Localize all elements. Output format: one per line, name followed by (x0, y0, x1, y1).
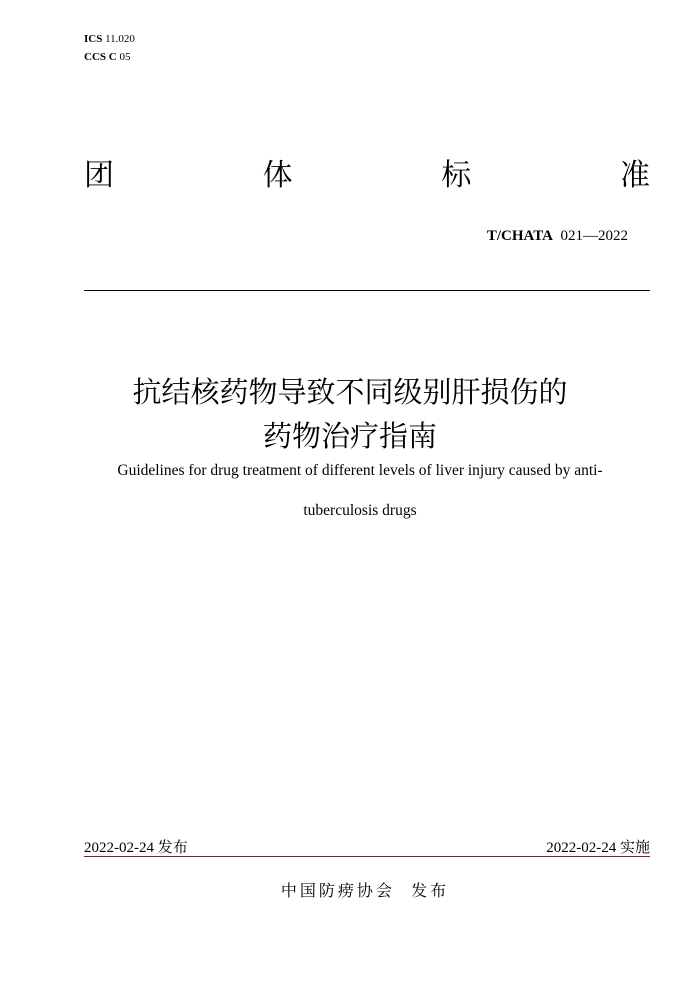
footer-divider (84, 856, 650, 857)
ccs-value: 05 (119, 51, 131, 63)
standard-number (487, 228, 628, 245)
ics-code (84, 30, 135, 48)
title-en-line1: Guidelines for drug treatment of different levels of liver injury caused by anti- (117, 462, 603, 479)
standard-number-value: 021—2022 (560, 228, 628, 244)
header-divider (84, 290, 650, 291)
standard-type-char: 准 (619, 158, 650, 193)
issuer-org: 中国防痨协会 (280, 881, 395, 900)
classification-codes (84, 30, 135, 66)
implement-label: 实施 (619, 838, 650, 856)
ics-label: ICS (84, 33, 103, 45)
publish-label: 发布 (157, 838, 188, 856)
publish-date-value: 2022-02-24 (84, 840, 154, 856)
title-zh-line1: 抗结核药物导致不同级别肝损伤的 (132, 375, 568, 409)
issuer-action: 发布 (411, 881, 450, 900)
implement-date-value: 2022-02-24 (546, 840, 617, 856)
standard-type-heading (84, 150, 650, 194)
publish-date (84, 836, 188, 857)
standard-type-char: 标 (441, 158, 472, 193)
ics-value: 11.020 (105, 33, 135, 45)
issuer (0, 878, 700, 901)
standard-type-char: 团 (84, 158, 114, 193)
standard-number-prefix: T/CHATA (486, 228, 553, 244)
title-en-line2: tuberculosis drugs (303, 502, 417, 519)
title-zh-line2: 药物治疗指南 (262, 419, 437, 453)
ccs-label: CCS C (84, 51, 117, 63)
standard-type-char: 体 (262, 158, 293, 193)
ccs-code (84, 48, 135, 66)
implement-date (546, 836, 650, 857)
